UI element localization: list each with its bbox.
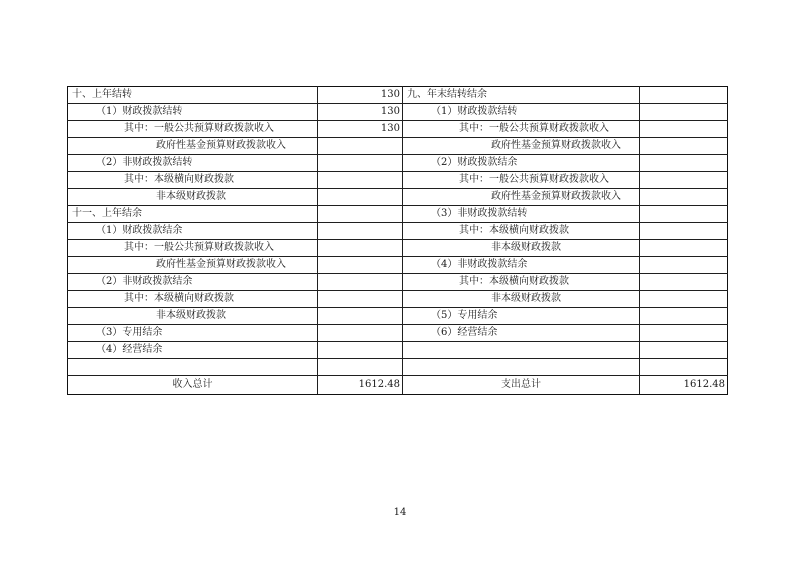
- table-row: [68, 206, 728, 223]
- left-item-value: [318, 172, 403, 189]
- left-item-label: （2）非财政拨款结转: [68, 155, 318, 172]
- left-item-label: 其中：一般公共预算财政拨款收入: [68, 121, 318, 138]
- table-row: [68, 104, 728, 121]
- left-item-value: [318, 274, 403, 291]
- right-item-value: [640, 325, 728, 342]
- left-item-value: [318, 308, 403, 325]
- expense-total-label: 支出总计: [403, 376, 640, 395]
- income-total-label: 收入总计: [68, 376, 318, 395]
- budget-table-body: [68, 87, 728, 395]
- right-item-value: [640, 172, 728, 189]
- table-row: [68, 121, 728, 138]
- right-item-value: [640, 206, 728, 223]
- right-item-label: 其中：一般公共预算财政拨款收入: [403, 172, 640, 189]
- left-item-label: 十、上年结转: [68, 87, 318, 104]
- left-item-value: [318, 206, 403, 223]
- income-total-value: 1612.48: [318, 376, 403, 395]
- left-item-label: （2）非财政拨款结余: [68, 274, 318, 291]
- right-item-value: [640, 121, 728, 138]
- right-item-value: [640, 104, 728, 121]
- right-item-label: 政府性基金预算财政拨款收入: [403, 138, 640, 155]
- left-item-label: 其中：本级横向财政拨款: [68, 172, 318, 189]
- table-row: [68, 325, 728, 342]
- right-item-label: 政府性基金预算财政拨款收入: [403, 189, 640, 206]
- left-item-label: 政府性基金预算财政拨款收入: [68, 257, 318, 274]
- left-item-value: [318, 342, 403, 359]
- table-row: [68, 257, 728, 274]
- right-item-label: （3）非财政拨款结转: [403, 206, 640, 223]
- left-item-label: 十一、上年结余: [68, 206, 318, 223]
- right-item-label: 其中：本级横向财政拨款: [403, 274, 640, 291]
- left-item-label: [68, 359, 318, 376]
- table-row: [68, 359, 728, 376]
- table-row: [68, 240, 728, 257]
- left-item-label: （4）经营结余: [68, 342, 318, 359]
- table-row: [68, 155, 728, 172]
- table-row: [68, 308, 728, 325]
- right-item-value: [640, 138, 728, 155]
- right-item-value: [640, 240, 728, 257]
- right-item-label: 其中：本级横向财政拨款: [403, 223, 640, 240]
- left-item-label: （1）财政拨款结余: [68, 223, 318, 240]
- left-item-value: [318, 359, 403, 376]
- left-item-value: [318, 291, 403, 308]
- left-item-value: [318, 138, 403, 155]
- left-item-value: [318, 257, 403, 274]
- left-item-value: 130: [318, 104, 403, 121]
- left-item-label: 其中：本级横向财政拨款: [68, 291, 318, 308]
- table-row: [68, 87, 728, 104]
- table-row: [68, 342, 728, 359]
- left-item-value: [318, 325, 403, 342]
- right-item-value: [640, 189, 728, 206]
- right-item-label: [403, 342, 640, 359]
- right-item-label: 非本级财政拨款: [403, 240, 640, 257]
- right-item-label: （1）财政拨款结转: [403, 104, 640, 121]
- budget-table: [67, 86, 728, 395]
- table-row: [68, 172, 728, 189]
- left-item-label: 政府性基金预算财政拨款收入: [68, 138, 318, 155]
- right-item-value: [640, 223, 728, 240]
- left-item-value: [318, 189, 403, 206]
- right-item-label: （5）专用结余: [403, 308, 640, 325]
- left-item-label: 非本级财政拨款: [68, 308, 318, 325]
- right-item-label: （6）经营结余: [403, 325, 640, 342]
- table-row: [68, 223, 728, 240]
- table-row: [68, 291, 728, 308]
- left-item-label: （1）财政拨款结转: [68, 104, 318, 121]
- right-item-value: [640, 308, 728, 325]
- left-item-label: 其中：一般公共预算财政拨款收入: [68, 240, 318, 257]
- left-item-value: [318, 155, 403, 172]
- left-item-value: [318, 240, 403, 257]
- left-item-label: 非本级财政拨款: [68, 189, 318, 206]
- page-number: 14: [393, 507, 407, 518]
- totals-row: [68, 376, 728, 395]
- left-item-value: 130: [318, 87, 403, 104]
- right-item-value: [640, 274, 728, 291]
- table-row: [68, 189, 728, 206]
- table-row: [68, 274, 728, 291]
- right-item-value: [640, 87, 728, 104]
- right-item-label: （2）财政拨款结余: [403, 155, 640, 172]
- right-item-value: [640, 155, 728, 172]
- right-item-label: 非本级财政拨款: [403, 291, 640, 308]
- right-item-label: （4）非财政拨款结余: [403, 257, 640, 274]
- right-item-label: 九、年末结转结余: [403, 87, 640, 104]
- left-item-label: （3）专用结余: [68, 325, 318, 342]
- right-item-value: [640, 291, 728, 308]
- right-item-label: [403, 359, 640, 376]
- right-item-value: [640, 342, 728, 359]
- left-item-value: [318, 223, 403, 240]
- left-item-value: 130: [318, 121, 403, 138]
- right-item-label: 其中：一般公共预算财政拨款收入: [403, 121, 640, 138]
- expense-total-value: 1612.48: [640, 376, 728, 395]
- right-item-value: [640, 359, 728, 376]
- right-item-value: [640, 257, 728, 274]
- table-row: [68, 138, 728, 155]
